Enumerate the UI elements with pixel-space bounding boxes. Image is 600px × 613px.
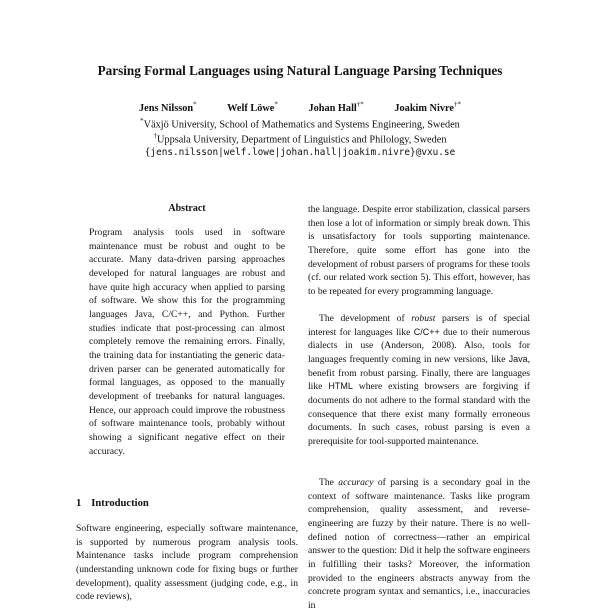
right-column-paragraph-1: the language. Despite error stabilization, classical parsers then lose a lot of information or simply break down. This is unsatisfactory for tools supporting maintenance. Therefore, quite some effort has gone into the development of robust parsers of programs for these tools (cf. our related work section 5). This effort, however, has to be repeated for every programming language.	[308, 204, 530, 297]
abstract-heading: Abstract	[168, 203, 206, 214]
author-2: Welf Löwe*	[227, 101, 278, 115]
right-column-paragraph-3: The accuracy of parsing is a secondary goal in the context of software maintenance. Tasks like program comprehension, quality assessment, and reverse-engineering are fuzzy by their nature. There is no well-defined notion of correctness—rather an empirical answer to the question: Did it help the software engineers in fulfilling their tasks? Moreover, the information provided to the engineers abstracts anyway from the concrete program syntax and semantics, i.e., inaccuracies in	[308, 477, 530, 611]
introduction-text: Software engineering, especially software maintenance, is supported by numerous program analysis tools. Maintenance tasks include program comprehension (understanding unknown code for fixing bugs or further development), quality assessment (judging code, e.g., in code reviews),	[76, 523, 298, 603]
author-3: Johan Hall†*	[308, 101, 364, 115]
author-1: Jens Nilsson*	[139, 101, 197, 115]
abstract-text: Program analysis tools used in software maintenance must be robust and ought to be accurate. Many data-driven parsing approaches developed for natural languages are robust and have quite high accuracy when applied to parsing of software. We show this for the programming languages Java, C/C++, and Python. Further studies indicate that post-processing can almost completely remove the remaining errors. Finally, the training data for instantiating the generic data-driven parser can be generated automatically for formal languages, as opposed to the manually development of treebanks for natural languages. Hence, our approach could improve the robustness of software maintenance tools, probably without showing a significant negative effect on their accuracy.	[89, 227, 285, 457]
author-list	[0, 101, 600, 114]
paper-title: Parsing Formal Languages using Natural Language Parsing Techniques	[97, 63, 503, 78]
affiliation-1: *Växjö University, School of Mathematics and Systems Engineering, Sweden	[140, 117, 460, 131]
section-heading-introduction: 1 Introduction	[76, 498, 149, 509]
author-4: Joakim Nivre†*	[394, 101, 461, 115]
affiliation-2: †Uppsala University, Department of Linguistics and Philology, Sweden	[153, 132, 447, 146]
author-emails: {jens.nilsson|welf.lowe|johan.hall|joakim.nivre}@vxu.se	[144, 147, 456, 158]
right-column-paragraph-2: The development of robust parsers is of special interest for languages like C/C++ due to their numerous dialects in use (Anderson, 2008). Also, tools for languages frequently coming in new versions, like Java, benefit from robust parsing. Finally, there are languages like HTML where existing browsers are forgiving if documents do not adhere to the formal standard with the consequence that there exist many formally erroneous documents. In such cases, robust parsing is even a prerequisite for tool-supported maintenance.	[308, 313, 531, 447]
